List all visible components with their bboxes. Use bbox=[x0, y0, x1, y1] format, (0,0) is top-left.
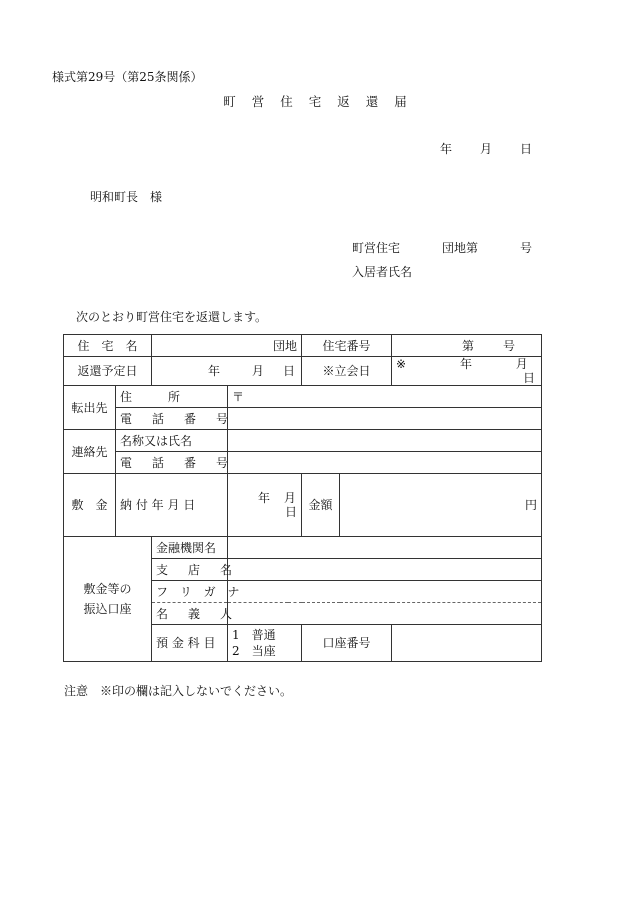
month-label: 月 bbox=[251, 364, 264, 378]
amount-label: 金額 bbox=[302, 474, 340, 537]
resident-name-label: 入居者氏名 bbox=[352, 265, 413, 279]
form-number: 様式第29号（第25条関係） bbox=[52, 70, 203, 84]
number-label: 号 bbox=[520, 241, 533, 255]
holder-label: 名 義 人 bbox=[152, 603, 228, 625]
applicant-block bbox=[352, 236, 532, 284]
title-char: 営 bbox=[251, 94, 265, 109]
day-label: 日 bbox=[523, 371, 536, 385]
year-label: 年 bbox=[208, 364, 221, 378]
furigana-cell[interactable] bbox=[228, 581, 542, 603]
address-label: 住 所 bbox=[116, 386, 228, 408]
return-date-label: 返還予定日 bbox=[64, 357, 152, 386]
month-label: 月 bbox=[283, 491, 296, 505]
year-label: 年 bbox=[440, 142, 453, 156]
title-char: 住 bbox=[280, 94, 293, 109]
year-label: 年 bbox=[459, 357, 472, 371]
title-char: 還 bbox=[365, 94, 379, 109]
phone-label: 電 話 番 号 bbox=[116, 408, 228, 430]
contact-name-cell[interactable] bbox=[228, 430, 542, 452]
housing-name-label: 住 宅 名 bbox=[64, 335, 152, 357]
contact-phone-cell[interactable] bbox=[228, 452, 542, 474]
day-label: 日 bbox=[520, 142, 533, 156]
payment-date-cell[interactable] bbox=[228, 474, 302, 537]
witness-date-cell[interactable] bbox=[392, 357, 542, 386]
go-label: 号 bbox=[503, 338, 516, 353]
moving-address-cell[interactable] bbox=[228, 386, 542, 408]
contact-label: 連絡先 bbox=[64, 430, 116, 474]
title-char: 返 bbox=[337, 94, 350, 109]
type-current: 2 当座 bbox=[232, 644, 276, 658]
account-no-cell[interactable] bbox=[392, 625, 542, 662]
document-title bbox=[0, 92, 630, 110]
witness-date-label: ※立会日 bbox=[302, 357, 392, 386]
note-text: 注意 ※印の欄は記入しないでください。 bbox=[64, 684, 293, 698]
dai-label: 第 bbox=[462, 338, 475, 353]
deposit-type-cell[interactable] bbox=[228, 625, 302, 662]
moving-to-label: 転出先 bbox=[64, 386, 116, 430]
return-date-cell[interactable] bbox=[152, 357, 302, 386]
account-no-label: 口座番号 bbox=[302, 625, 392, 662]
transfer-account-label: 敷金等の振込口座 bbox=[64, 537, 152, 662]
payment-date-label: 納 付 年 月 日 bbox=[116, 474, 228, 537]
housing-line bbox=[352, 236, 532, 260]
deposit-label: 敷 金 bbox=[64, 474, 116, 537]
branch-name-cell[interactable] bbox=[228, 559, 542, 581]
day-label: 日 bbox=[285, 505, 298, 519]
title-char: 宅 bbox=[308, 94, 322, 109]
danchi-label: 団地第 bbox=[442, 241, 479, 255]
submission-date bbox=[440, 140, 532, 157]
year-label: 年 bbox=[258, 491, 271, 505]
deposit-type-label: 預 金 科 目 bbox=[152, 625, 228, 662]
phone-label: 電 話 番 号 bbox=[116, 452, 228, 474]
furigana-label: フ リ ガ ナ bbox=[152, 581, 228, 603]
postal-mark: 〒 bbox=[232, 389, 245, 404]
holder-cell[interactable] bbox=[228, 603, 542, 625]
branch-name-label: 支 店 名 bbox=[152, 559, 228, 581]
amount-cell[interactable]: 円 bbox=[340, 474, 542, 537]
housing-no-cell[interactable] bbox=[392, 335, 542, 357]
kome-mark: ※ bbox=[396, 357, 407, 371]
bank-name-label: 金融機関名 bbox=[152, 537, 228, 559]
day-label: 日 bbox=[283, 364, 296, 378]
addressee: 明和町長 様 bbox=[90, 190, 163, 204]
housing-no-label: 住宅番号 bbox=[302, 335, 392, 357]
type-ordinary: 1 普通 bbox=[232, 628, 276, 642]
return-form-table bbox=[63, 334, 542, 662]
name-or-title-label: 名称又は氏名 bbox=[116, 430, 228, 452]
title-char: 届 bbox=[394, 94, 407, 109]
title-char: 町 bbox=[223, 94, 236, 109]
danchi-cell[interactable]: 団地 bbox=[152, 335, 302, 357]
month-label: 月 bbox=[480, 142, 493, 156]
housing-label: 町営住宅 bbox=[352, 241, 401, 255]
bank-name-cell[interactable] bbox=[228, 537, 542, 559]
moving-phone-cell[interactable] bbox=[228, 408, 542, 430]
month-label: 月 bbox=[515, 357, 528, 371]
intro-text: 次のとおり町営住宅を返還します。 bbox=[76, 310, 268, 324]
